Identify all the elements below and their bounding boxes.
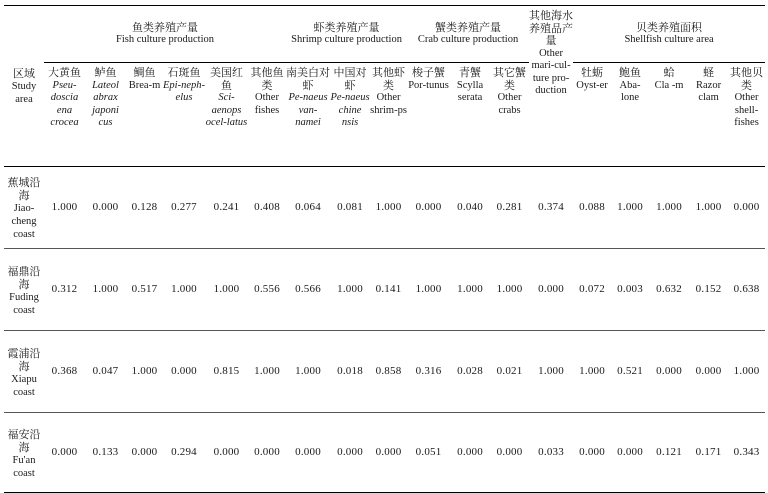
value-cell: 0.000 [370,413,407,493]
value-cell: 1.000 [450,249,490,331]
column-header-cn: 鲍鱼 [619,66,642,79]
value-cell: 0.072 [573,249,611,331]
value-cell: 0.566 [286,249,330,331]
value-cell: 0.000 [44,413,85,493]
value-cell: 0.556 [248,249,286,331]
group-crab-header: 蟹类养殖产量 Crab culture production [407,6,529,63]
value-cell: 1.000 [248,331,286,413]
table-row [4,331,765,413]
column-header-cn: 其他虾类 [372,66,406,92]
value-cell: 0.521 [611,331,649,413]
value-cell: 0.128 [126,167,163,249]
value-cell: 1.000 [85,249,126,331]
column-header-en: Pseu-doscia ena crocea [50,79,79,128]
row-header-cn: 蕉城沿海 [7,176,41,202]
value-cell: 0.294 [163,413,205,493]
value-cell: 0.343 [728,413,765,493]
value-cell: 0.858 [370,331,407,413]
value-cell: 1.000 [407,249,450,331]
column-header [286,63,330,167]
group-shellfish-header: 贝类养殖面积 Shellfish culture area [573,6,765,63]
value-cell: 1.000 [689,167,728,249]
column-header [85,63,126,167]
column-header [490,63,529,167]
column-header-cn: 石斑鱼 [167,66,201,79]
value-cell: 1.000 [490,249,529,331]
value-cell: 0.000 [529,249,573,331]
table-row [4,249,765,331]
row-header-cn: 福安沿海 [7,427,41,454]
value-cell: 0.152 [689,249,728,331]
column-header-en: Sci-aenops ocel-latus [205,92,248,128]
value-cell: 0.277 [163,167,205,249]
column-header-en: Aba-lone [619,79,641,103]
value-cell: 0.517 [126,249,163,331]
column-header [728,63,765,167]
value-cell: 0.133 [85,413,126,493]
value-cell: 0.047 [85,331,126,413]
column-header [573,63,611,167]
value-cell: 0.374 [529,167,573,249]
row-header-cn: 福鼎沿海 [7,264,41,291]
column-header [450,63,490,167]
column-header [407,63,450,167]
row-header [4,331,44,413]
column-header-cn: 大黄鱼 [48,66,81,79]
column-header [44,63,85,167]
value-cell: 0.000 [490,413,529,493]
column-header-en: Pe-naeus van-namei [288,92,328,128]
column-header-en: Other shrim-ps [370,92,407,116]
value-cell: 0.018 [330,331,370,413]
column-header-en: Epi-neph-elus [163,79,205,103]
column-header-en: Other shell-fishes [734,92,759,128]
data-table [4,5,765,493]
value-cell: 0.040 [450,167,490,249]
value-cell: 1.000 [205,249,248,331]
column-header [248,63,286,167]
row-header-en: Xiapu coast [11,373,37,398]
value-cell: 0.000 [450,413,490,493]
column-header-cn: 鲷鱼 [133,66,156,79]
value-cell: 0.003 [611,249,649,331]
value-cell: 1.000 [44,167,85,249]
value-cell: 0.000 [126,413,163,493]
value-cell: 0.000 [248,413,286,493]
value-cell: 1.000 [529,331,573,413]
column-header-cn: 其它蟹类 [493,66,527,92]
value-cell: 0.021 [490,331,529,413]
column-header-en: Razor clam [696,79,722,103]
column-header-en: Oyst-er [576,79,608,91]
group-fish-header: 鱼类养殖产量 Fish culture production [44,6,286,63]
column-header-cn: 蛤 [663,66,675,79]
column-header [370,63,407,167]
value-cell: 0.368 [44,331,85,413]
value-cell: 0.141 [370,249,407,331]
column-header-en: Other crabs [497,92,522,116]
value-cell: 0.815 [205,331,248,413]
column-header [689,63,728,167]
column-header-cn: 其他鱼类 [250,66,284,92]
value-cell: 0.028 [450,331,490,413]
value-cell: 1.000 [163,249,205,331]
value-cell: 1.000 [611,167,649,249]
group-other-mariculture-header: 其他海水养殖品产量 Other mari-cul-ture pro-duction [529,6,573,167]
row-header-en: Jiao-cheng coast [11,203,37,240]
value-cell: 0.088 [573,167,611,249]
value-cell: 0.000 [286,413,330,493]
value-cell: 0.000 [85,167,126,249]
value-cell: 0.312 [44,249,85,331]
column-header-cn: 中国对虾 [333,66,367,92]
value-cell: 0.064 [286,167,330,249]
column-header [649,63,689,167]
value-cell: 1.000 [370,167,407,249]
value-cell: 0.033 [529,413,573,493]
value-cell: 0.000 [163,331,205,413]
column-header-cn: 梭子蟹 [412,66,446,79]
value-cell: 0.000 [649,331,689,413]
value-cell: 0.000 [205,413,248,493]
value-cell: 1.000 [126,331,163,413]
column-header-en: Scylla serata [456,79,484,103]
value-cell: 1.000 [286,331,330,413]
value-cell: 0.638 [728,249,765,331]
column-header-en: Lateol abrax japoni cus [92,79,119,128]
group-shrimp-header: 虾类养殖产量 Shrimp culture production [286,6,407,63]
row-header-cn: 霞浦沿海 [7,346,41,373]
value-cell: 0.121 [649,413,689,493]
value-cell: 0.000 [728,167,765,249]
value-cell: 0.000 [689,331,728,413]
column-header-cn: 青蟹 [459,66,482,79]
value-cell: 0.171 [689,413,728,493]
value-cell: 0.408 [248,167,286,249]
column-header-en: Cla -m [654,79,684,91]
value-cell: 0.000 [407,167,450,249]
value-cell: 0.051 [407,413,450,493]
column-header [611,63,649,167]
value-cell: 1.000 [330,249,370,331]
column-header-en: Por-tunus [408,79,449,91]
column-header-en: Other fishes [254,92,280,116]
column-header [126,63,163,167]
value-cell: 0.316 [407,331,450,413]
study-area-header: 区域 Study area [4,6,44,167]
value-cell: 0.081 [330,167,370,249]
row-header [4,167,44,249]
value-cell: 1.000 [728,331,765,413]
column-header-cn: 鲈鱼 [94,66,117,79]
value-cell: 0.281 [490,167,529,249]
table-row [4,167,765,249]
value-cell: 1.000 [573,331,611,413]
row-header-en: Fu'an coast [12,454,36,479]
row-header-en: Fuding coast [9,291,39,316]
column-header-en: Brea-m [128,79,161,91]
value-cell: 0.632 [649,249,689,331]
value-cell: 1.000 [649,167,689,249]
value-cell: 0.000 [611,413,649,493]
value-cell: 0.241 [205,167,248,249]
row-header [4,249,44,331]
column-header [163,63,205,167]
column-header-cn: 南美白对虾 [286,66,331,92]
column-header-cn: 牡蛎 [581,66,604,79]
column-header-en: Pe-naeus chine nsis [330,92,370,128]
value-cell: 0.000 [330,413,370,493]
column-header-cn: 其他贝类 [730,66,764,92]
column-header [205,63,248,167]
column-header-cn: 蛏 [703,66,715,79]
column-header [330,63,370,167]
column-header-cn: 美国红鱼 [210,66,243,92]
value-cell: 0.000 [573,413,611,493]
